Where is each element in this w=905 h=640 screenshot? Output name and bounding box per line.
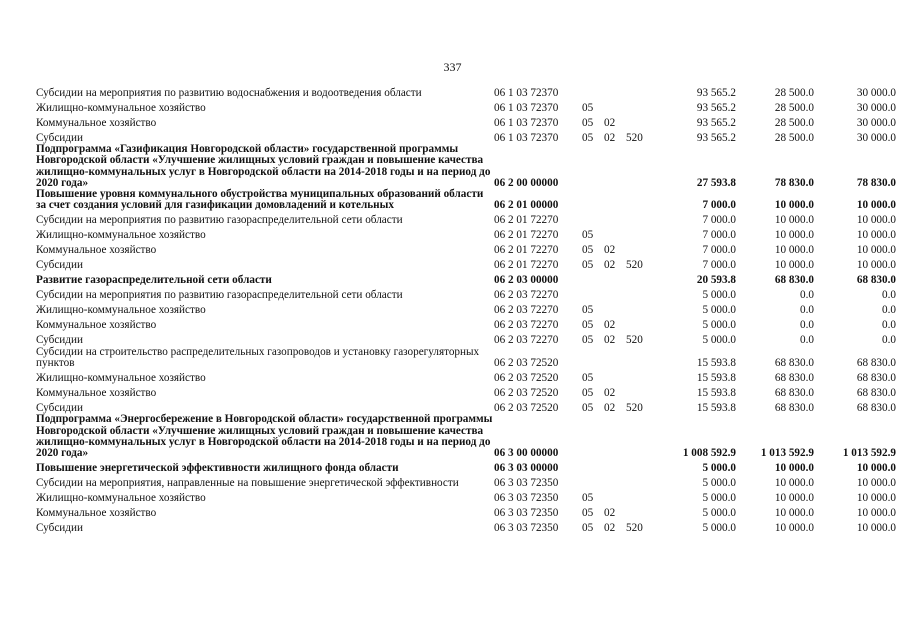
row-name: Субсидии [36, 402, 83, 415]
row-value-1: 5 000.0 [702, 477, 736, 490]
row-section [582, 84, 604, 99]
row-code: 06 2 01 72270 [494, 259, 559, 272]
row-value-3: 68 830.0 [856, 387, 896, 400]
row-name: Субсидии на мероприятия, направленные на повышение энергетической эффективности [36, 477, 459, 490]
row-name: Коммунальное хозяйство [36, 244, 157, 257]
row-value-2: 28 500.0 [774, 116, 814, 129]
table-row [36, 505, 896, 520]
row-name: Коммунальное хозяйство [36, 387, 157, 400]
row-subsection [604, 272, 626, 287]
row-name: Субсидии [36, 259, 83, 272]
row-value-2: 28 500.0 [774, 86, 814, 99]
row-value-1: 15 593.8 [696, 387, 736, 400]
row-expense-type [626, 460, 660, 475]
row-expense-type [626, 272, 660, 287]
table-row [36, 347, 896, 370]
row-value-2: 0.0 [800, 289, 814, 302]
row-code: 06 2 03 72270 [494, 319, 559, 332]
row-name: Повышение энергетической эффективности жилищного фонда области [36, 462, 399, 475]
table-row [36, 287, 896, 302]
row-value-1: 5 000.0 [702, 334, 736, 347]
row-name: Субсидии [36, 334, 83, 347]
table-row [36, 332, 896, 347]
table-row [36, 414, 896, 459]
row-value-3: 30 000.0 [856, 131, 896, 144]
row-name: Коммунальное хозяйство [36, 319, 157, 332]
row-code: 06 3 03 00000 [494, 462, 559, 475]
row-expense-type [626, 302, 660, 317]
row-expense-type: 520 [626, 131, 643, 144]
row-section [582, 212, 604, 227]
row-subsection: 02 [604, 507, 616, 520]
row-section: 05 [582, 387, 594, 400]
row-name: Жилищно-коммунальное хозяйство [36, 304, 206, 317]
row-expense-type [626, 490, 660, 505]
row-code: 06 3 03 72350 [494, 507, 559, 520]
row-subsection [604, 302, 626, 317]
row-value-3: 10 000.0 [856, 199, 896, 212]
row-code: 06 2 01 72270 [494, 244, 559, 257]
row-expense-type [626, 475, 660, 490]
row-code: 06 2 03 72520 [494, 372, 559, 385]
row-name: Субсидии [36, 522, 83, 535]
row-value-2: 10 000.0 [774, 259, 814, 272]
row-subsection [604, 475, 626, 490]
row-section: 05 [582, 131, 594, 144]
table-row [36, 369, 896, 384]
row-name: Коммунальное хозяйство [36, 507, 157, 520]
row-value-1: 5 000.0 [702, 462, 736, 475]
row-name: Субсидии на строительство распределительных газопроводов и установку газорегуляторных пунктов [36, 345, 480, 370]
row-expense-type [626, 114, 660, 129]
row-value-2: 0.0 [800, 304, 814, 317]
row-value-1: 93 565.2 [696, 86, 736, 99]
row-name: Жилищно-коммунальное хозяйство [36, 372, 206, 385]
row-code: 06 2 03 00000 [494, 274, 559, 287]
row-subsection [604, 490, 626, 505]
row-value-2: 10 000.0 [774, 462, 814, 475]
table-row [36, 490, 896, 505]
row-value-1: 27 593.8 [696, 176, 736, 189]
row-value-2: 10 000.0 [774, 244, 814, 257]
row-value-3: 0.0 [882, 289, 896, 302]
row-code: 06 2 03 72520 [494, 357, 559, 370]
row-code: 06 2 01 72270 [494, 229, 559, 242]
row-value-1: 7 000.0 [702, 199, 736, 212]
row-value-1: 15 593.8 [696, 357, 736, 370]
row-subsection: 02 [604, 402, 616, 415]
row-subsection [604, 369, 626, 384]
row-value-1: 5 000.0 [702, 289, 736, 302]
table-row [36, 460, 896, 475]
row-subsection: 02 [604, 131, 616, 144]
row-code: 06 1 03 72370 [494, 131, 559, 144]
row-value-3: 30 000.0 [856, 101, 896, 114]
table-row [36, 227, 896, 242]
budget-table-body [36, 84, 896, 535]
table-row [36, 84, 896, 99]
row-section: 05 [582, 101, 594, 114]
row-subsection: 02 [604, 319, 616, 332]
row-subsection: 02 [604, 116, 616, 129]
page-number: 337 [443, 60, 462, 74]
row-value-1: 93 565.2 [696, 131, 736, 144]
row-section: 05 [582, 522, 594, 535]
row-value-3: 0.0 [882, 334, 896, 347]
row-value-2: 28 500.0 [774, 101, 814, 114]
table-row [36, 212, 896, 227]
row-expense-type [626, 414, 660, 459]
table-row [36, 99, 896, 114]
row-value-2: 10 000.0 [774, 214, 814, 227]
row-section [582, 414, 604, 459]
row-subsection [604, 99, 626, 114]
row-value-1: 15 593.8 [696, 402, 736, 415]
row-expense-type [626, 317, 660, 332]
row-subsection [604, 212, 626, 227]
row-subsection: 02 [604, 522, 616, 535]
row-subsection: 02 [604, 244, 616, 257]
row-value-1: 5 000.0 [702, 522, 736, 535]
row-value-1: 93 565.2 [696, 116, 736, 129]
row-value-3: 68 830.0 [856, 274, 896, 287]
row-expense-type [626, 369, 660, 384]
row-value-3: 10 000.0 [856, 492, 896, 505]
row-expense-type [626, 144, 660, 189]
table-row [36, 272, 896, 287]
row-name: Субсидии на мероприятия по развитию газораспределительной сети области [36, 214, 403, 227]
row-value-1: 93 565.2 [696, 101, 736, 114]
row-value-3: 10 000.0 [856, 507, 896, 520]
row-value-3: 68 830.0 [856, 372, 896, 385]
row-name: Повышение уровня коммунального обустройства муниципальных образований области за счет создания условий для газификации домовладений и котельных [36, 188, 484, 212]
row-value-1: 5 000.0 [702, 304, 736, 317]
row-subsection [604, 227, 626, 242]
row-value-2: 68 830.0 [774, 372, 814, 385]
row-value-3: 1 013 592.9 [842, 447, 896, 460]
row-name: Коммунальное хозяйство [36, 116, 157, 129]
row-subsection [604, 144, 626, 189]
table-row [36, 399, 896, 414]
row-expense-type [626, 287, 660, 302]
row-section: 05 [582, 507, 594, 520]
row-value-3: 30 000.0 [856, 86, 896, 99]
row-value-2: 0.0 [800, 319, 814, 332]
row-value-3: 30 000.0 [856, 116, 896, 129]
row-code: 06 3 03 72350 [494, 477, 559, 490]
row-value-2: 68 830.0 [774, 387, 814, 400]
row-code: 06 3 03 72350 [494, 522, 559, 535]
row-subsection [604, 347, 626, 370]
row-code: 06 1 03 72370 [494, 86, 559, 99]
row-value-2: 28 500.0 [774, 131, 814, 144]
row-value-2: 78 830.0 [774, 176, 814, 189]
row-value-2: 10 000.0 [774, 492, 814, 505]
row-expense-type [626, 384, 660, 399]
row-expense-type [626, 189, 660, 212]
row-code: 06 3 00 00000 [494, 447, 559, 460]
row-expense-type [626, 212, 660, 227]
row-code: 06 2 03 72520 [494, 387, 559, 400]
row-section: 05 [582, 492, 594, 505]
row-section: 05 [582, 402, 594, 415]
row-code: 06 2 01 72270 [494, 214, 559, 227]
row-section [582, 189, 604, 212]
row-expense-type [626, 84, 660, 99]
row-subsection [604, 84, 626, 99]
table-row [36, 114, 896, 129]
row-value-2: 68 830.0 [774, 357, 814, 370]
row-expense-type [626, 99, 660, 114]
row-section: 05 [582, 259, 594, 272]
row-code: 06 2 00 00000 [494, 176, 559, 189]
row-expense-type: 520 [626, 259, 643, 272]
row-name: Подпрограмма «Газификация Новгородской области» государственной программы Новгородской области «Улучшение жилищных условий граждан и повышение качества жилищно-коммунальных услуг в Новгородской области на 2014-2018 годы и на период до 2020 года» [36, 143, 491, 189]
row-expense-type [626, 242, 660, 257]
row-name: Жилищно-коммунальное хозяйство [36, 229, 206, 242]
row-value-1: 7 000.0 [702, 229, 736, 242]
row-expense-type [626, 505, 660, 520]
table-row [36, 257, 896, 272]
row-code: 06 2 01 00000 [494, 199, 559, 212]
table-row [36, 189, 896, 212]
row-subsection: 02 [604, 259, 616, 272]
row-value-3: 68 830.0 [856, 402, 896, 415]
row-section: 05 [582, 319, 594, 332]
table-row [36, 129, 896, 144]
row-expense-type: 520 [626, 522, 643, 535]
table-row [36, 242, 896, 257]
row-value-1: 1 008 592.9 [682, 447, 736, 460]
row-value-1: 7 000.0 [702, 244, 736, 257]
row-value-3: 10 000.0 [856, 522, 896, 535]
row-value-3: 10 000.0 [856, 214, 896, 227]
row-value-3: 10 000.0 [856, 462, 896, 475]
row-name: Субсидии на мероприятия по развитию водоснабжения и водоотведения области [36, 86, 422, 99]
row-subsection: 02 [604, 334, 616, 347]
row-code: 06 2 03 72520 [494, 402, 559, 415]
row-expense-type: 520 [626, 334, 643, 347]
row-value-3: 10 000.0 [856, 259, 896, 272]
table-row [36, 302, 896, 317]
row-value-1: 7 000.0 [702, 259, 736, 272]
row-value-2: 10 000.0 [774, 477, 814, 490]
row-section [582, 347, 604, 370]
row-value-3: 78 830.0 [856, 176, 896, 189]
row-name: Субсидии [36, 131, 83, 144]
row-value-1: 20 593.8 [696, 274, 736, 287]
row-section [582, 272, 604, 287]
row-section: 05 [582, 116, 594, 129]
row-value-2: 1 013 592.9 [760, 447, 814, 460]
row-section: 05 [582, 244, 594, 257]
row-section: 05 [582, 334, 594, 347]
row-value-3: 0.0 [882, 304, 896, 317]
row-section [582, 144, 604, 189]
row-subsection [604, 460, 626, 475]
row-section [582, 460, 604, 475]
row-subsection [604, 189, 626, 212]
table-row [36, 520, 896, 535]
row-value-1: 5 000.0 [702, 319, 736, 332]
row-name: Подпрограмма «Энергосбережение в Новгородской области» государственной программы Новгородской области «Улучшение жилищных условий граждан и повышение качества жилищно-коммунальных услуг в Новгородской области на 2014-2018 годы и на период до 2020 года» [36, 413, 493, 460]
row-value-3: 68 830.0 [856, 357, 896, 370]
row-value-2: 10 000.0 [774, 199, 814, 212]
row-expense-type: 520 [626, 402, 643, 415]
row-value-2: 10 000.0 [774, 229, 814, 242]
budget-table [36, 84, 896, 535]
row-code: 06 2 03 72270 [494, 334, 559, 347]
row-section [582, 475, 604, 490]
row-value-2: 10 000.0 [774, 522, 814, 535]
row-value-1: 5 000.0 [702, 492, 736, 505]
row-code: 06 1 03 72370 [494, 116, 559, 129]
row-name: Жилищно-коммунальное хозяйство [36, 492, 206, 505]
row-value-2: 68 830.0 [774, 274, 814, 287]
table-row [36, 475, 896, 490]
table-row [36, 317, 896, 332]
row-code: 06 2 03 72270 [494, 304, 559, 317]
row-subsection: 02 [604, 387, 616, 400]
row-value-1: 15 593.8 [696, 372, 736, 385]
row-subsection [604, 287, 626, 302]
row-expense-type [626, 227, 660, 242]
row-name: Субсидии на мероприятия по развитию газораспределительной сети области [36, 289, 403, 302]
row-value-1: 5 000.0 [702, 507, 736, 520]
table-row [36, 384, 896, 399]
table-row [36, 144, 896, 189]
row-value-3: 0.0 [882, 319, 896, 332]
row-code: 06 2 03 72270 [494, 289, 559, 302]
row-value-3: 10 000.0 [856, 244, 896, 257]
row-expense-type [626, 347, 660, 370]
row-value-2: 68 830.0 [774, 402, 814, 415]
row-subsection [604, 414, 626, 459]
row-section [582, 287, 604, 302]
row-section: 05 [582, 304, 594, 317]
row-code: 06 3 03 72350 [494, 492, 559, 505]
row-value-3: 10 000.0 [856, 477, 896, 490]
row-code: 06 1 03 72370 [494, 101, 559, 114]
row-name: Жилищно-коммунальное хозяйство [36, 101, 206, 114]
row-name: Развитие газораспределительной сети области [36, 274, 272, 287]
row-section: 05 [582, 372, 594, 385]
row-value-2: 0.0 [800, 334, 814, 347]
row-value-1: 7 000.0 [702, 214, 736, 227]
row-value-3: 10 000.0 [856, 229, 896, 242]
row-value-2: 10 000.0 [774, 507, 814, 520]
row-section: 05 [582, 229, 594, 242]
